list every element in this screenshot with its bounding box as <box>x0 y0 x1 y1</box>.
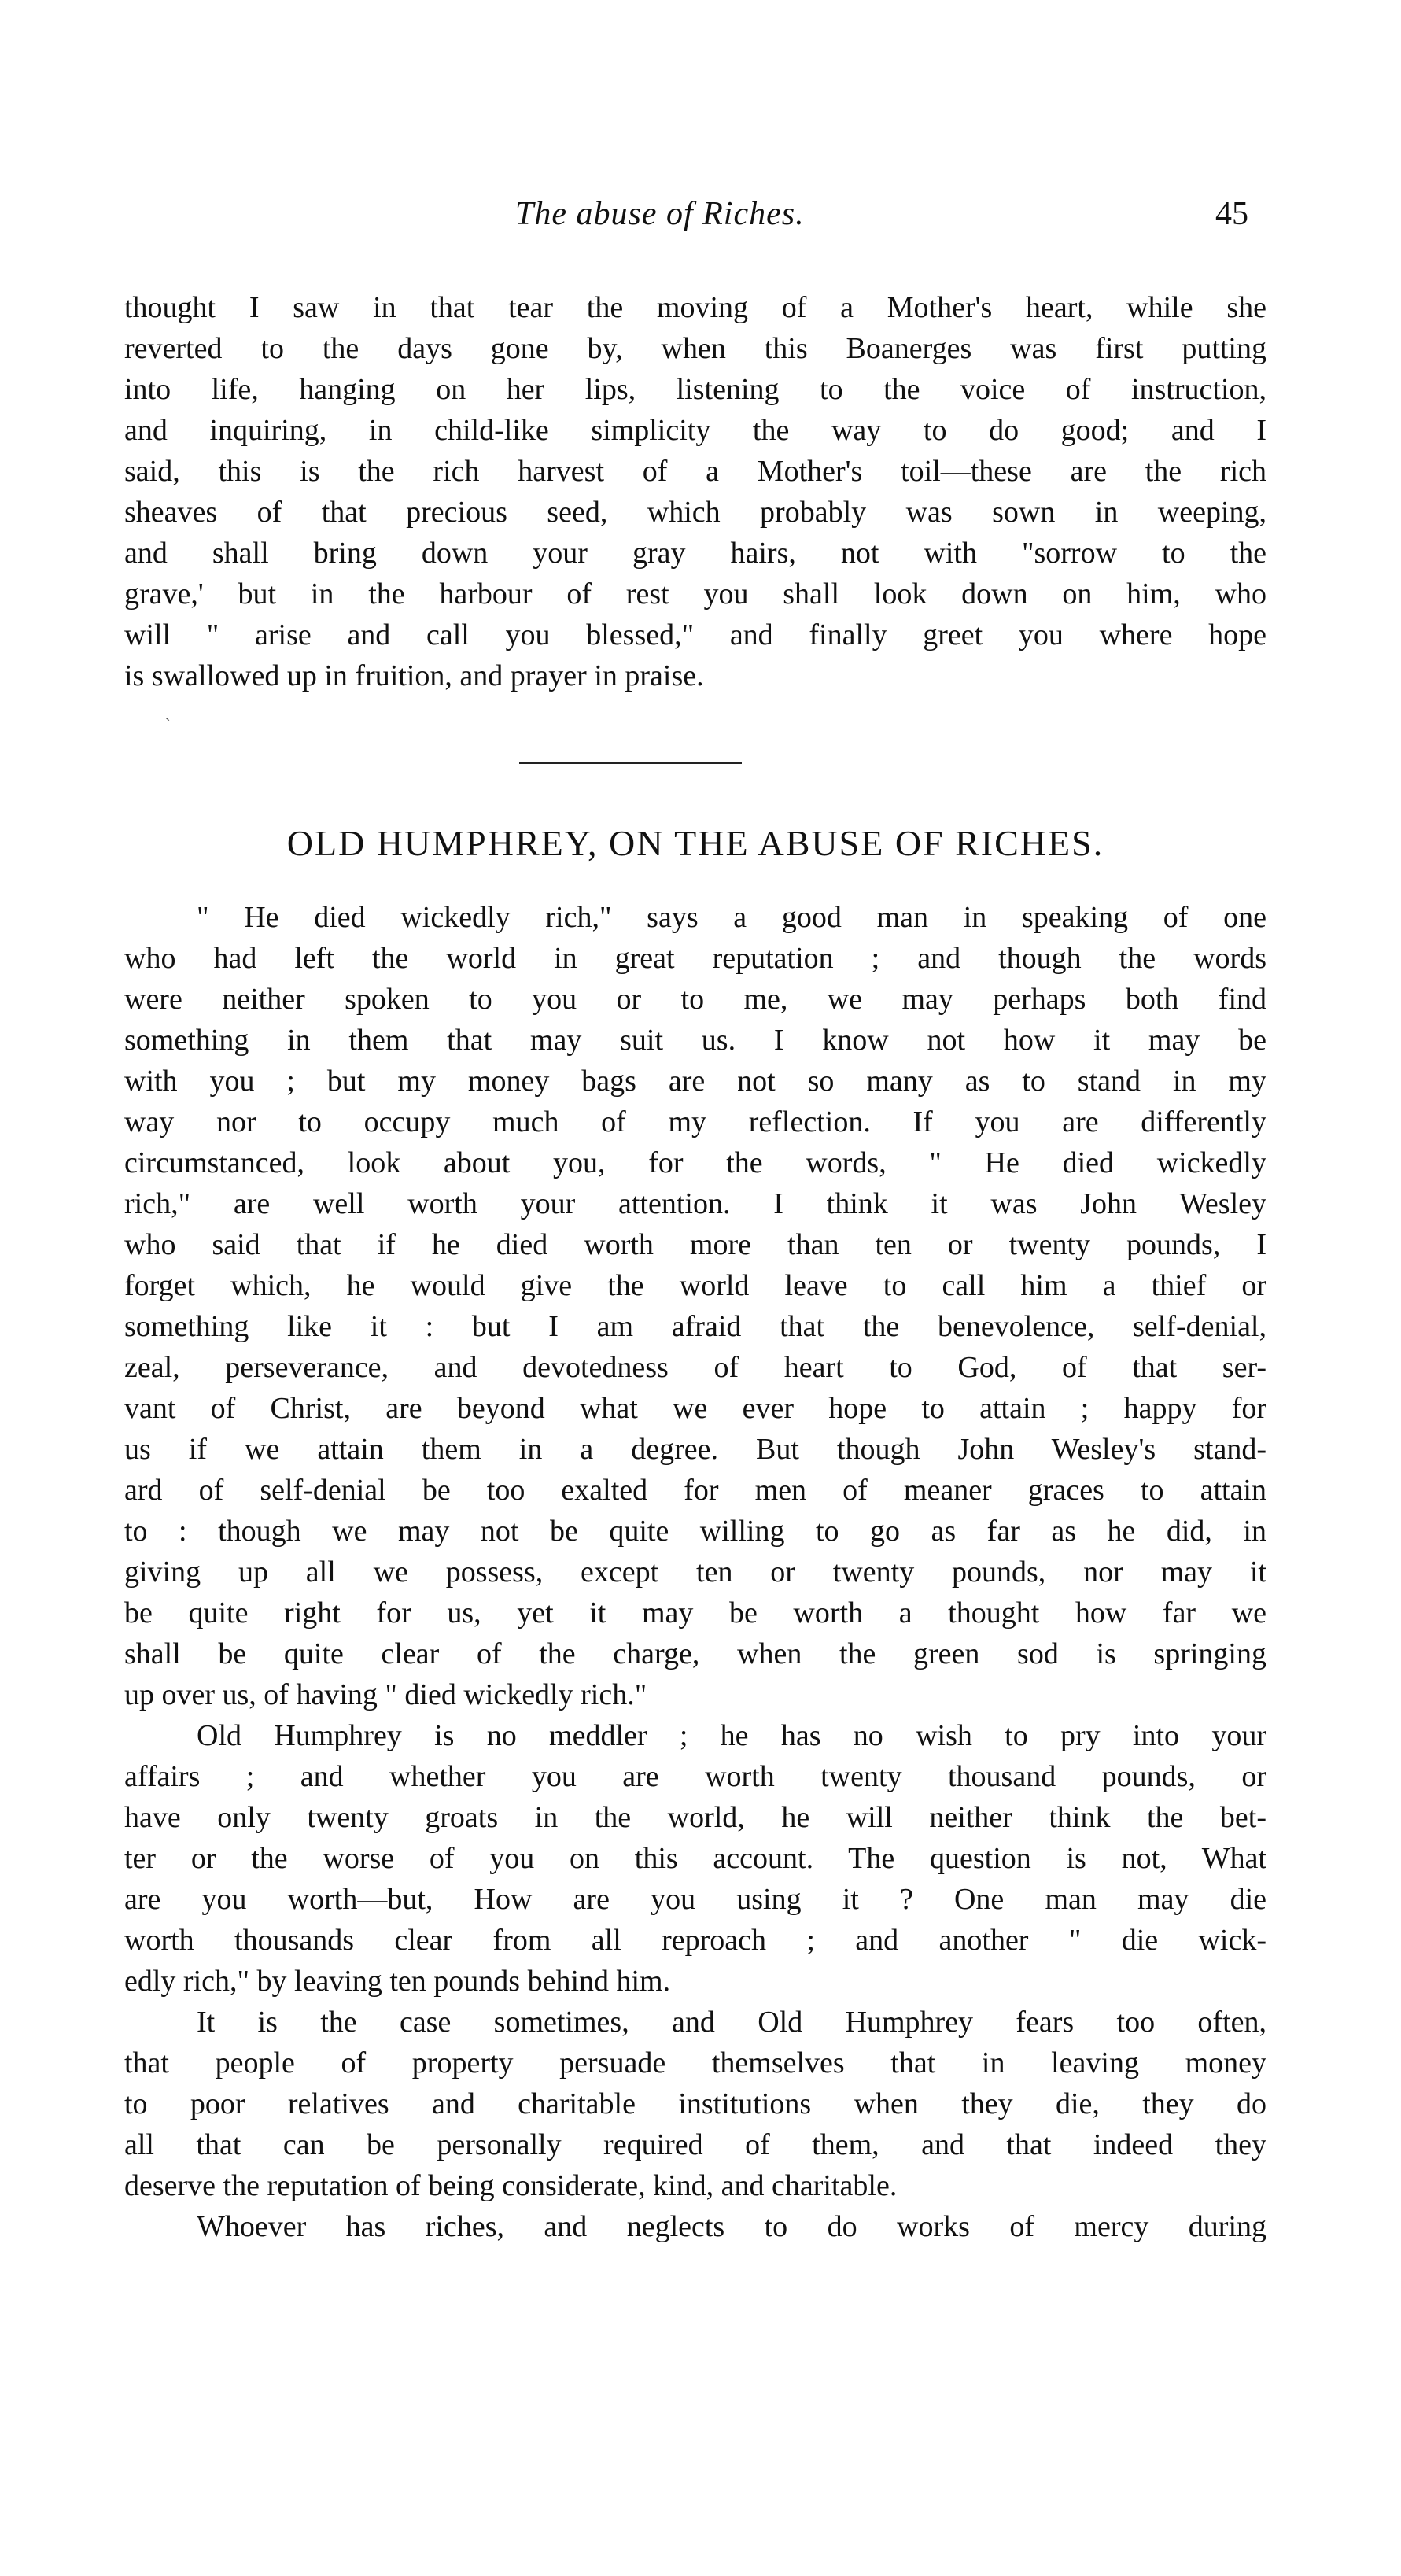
text-line: who had left the world in great reputation ; and though the words <box>124 942 1266 975</box>
page-number: 45 <box>1215 196 1248 232</box>
text-line: to : though we may not be quite willing to go as far as he did, in <box>124 1515 1266 1548</box>
text-line: shall be quite clear of the charge, when the green sod is springing <box>124 1637 1266 1670</box>
text-line: us if we attain them in a degree. But though John Wesley's stand- <box>124 1433 1266 1466</box>
text-line: to poor relatives and charitable institutions when they die, they do <box>124 2087 1266 2120</box>
running-head <box>0 195 1401 242</box>
text-line: up over us, of having " died wickedly rich." <box>124 1678 647 1711</box>
text-line: and inquiring, in child-like simplicity the way to do good; and I <box>124 414 1266 447</box>
text-line: who said that if he died worth more than ten or twenty pounds, I <box>124 1228 1266 1261</box>
section-divider-rule <box>519 762 742 764</box>
text-line: It is the case sometimes, and Old Humphrey fears too often, <box>197 2006 1266 2039</box>
text-line: ard of self-denial be too exalted for men of meaner graces to attain <box>124 1474 1266 1507</box>
text-line: Old Humphrey is no meddler ; he has no wish to pry into your <box>197 1719 1266 1752</box>
text-line: reverted to the days gone by, when this Boanerges was first putting <box>124 332 1266 365</box>
text-line: ter or the worse of you on this account. The question is not, What <box>124 1842 1266 1875</box>
text-line: be quite right for us, yet it may be worth a thought how far we <box>124 1596 1266 1629</box>
text-line: way nor to occupy much of my reflection. If you are differently <box>124 1105 1266 1139</box>
text-line: were neither spoken to you or to me, we may perhaps both find <box>124 983 1266 1016</box>
text-line: something like it : but I am afraid that the benevolence, self-denial, <box>124 1310 1266 1343</box>
text-line: that people of property persuade themselves that in leaving money <box>124 2046 1266 2080</box>
text-line: zeal, perseverance, and devotedness of heart to God, of that ser- <box>124 1351 1266 1384</box>
text-line: Whoever has riches, and neglects to do works of mercy during <box>197 2210 1266 2243</box>
text-line: giving up all we possess, except ten or twenty pounds, nor may it <box>124 1556 1266 1589</box>
text-line: will " arise and call you blessed," and finally greet you where hope <box>124 618 1266 651</box>
text-line: grave,' but in the harbour of rest you shall look down on him, who <box>124 578 1266 611</box>
text-line: vant of Christ, are beyond what we ever hope to attain ; happy for <box>124 1392 1266 1425</box>
text-line: have only twenty groats in the world, he will neither think the bet- <box>124 1801 1266 1834</box>
text-line: and shall bring down your gray hairs, not with "sorrow to the <box>124 537 1266 570</box>
text-line: into life, hanging on her lips, listening to the voice of instruction, <box>124 373 1266 406</box>
text-line: deserve the reputation of being considerate, kind, and charitable. <box>124 2169 898 2202</box>
text-line: circumstanced, look about you, for the words, " He died wickedly <box>124 1146 1266 1179</box>
text-line: is swallowed up in fruition, and prayer in praise. <box>124 659 704 692</box>
text-line: worth thousands clear from all reproach ; and another " die wick- <box>124 1924 1266 1957</box>
continued-paragraph <box>124 287 1266 696</box>
text-line: affairs ; and whether you are worth twenty thousand pounds, or <box>124 1760 1266 1793</box>
text-line: sheaves of that precious seed, which probably was sown in weeping, <box>124 496 1266 529</box>
text-line: " He died wickedly rich," says a good man in speaking of one <box>197 901 1266 934</box>
text-line: edly rich," by leaving ten pounds behind him. <box>124 1965 671 1998</box>
text-line: rich," are well worth your attention. I think it was John Wesley <box>124 1187 1266 1220</box>
ink-speck: ` <box>165 716 171 733</box>
article-title: OLD HUMPHREY, ON THE ABUSE OF RICHES. <box>286 823 1104 863</box>
text-line: said, this is the rich harvest of a Mother's toil—these are the rich <box>124 455 1266 488</box>
article-body <box>124 897 1266 2247</box>
text-line: thought I saw in that tear the moving of a Mother's heart, while she <box>124 291 1266 324</box>
text-line: all that can be personally required of them, and that indeed they <box>124 2128 1266 2161</box>
text-line: are you worth—but, How are you using it ? One man may die <box>124 1883 1266 1916</box>
running-title: The abuse of Riches. <box>515 196 805 232</box>
text-line: with you ; but my money bags are not so many as to stand in my <box>124 1065 1266 1098</box>
text-line: forget which, he would give the world leave to call him a thief or <box>124 1269 1266 1302</box>
text-line: something in them that may suit us. I know not how it may be <box>124 1024 1266 1057</box>
